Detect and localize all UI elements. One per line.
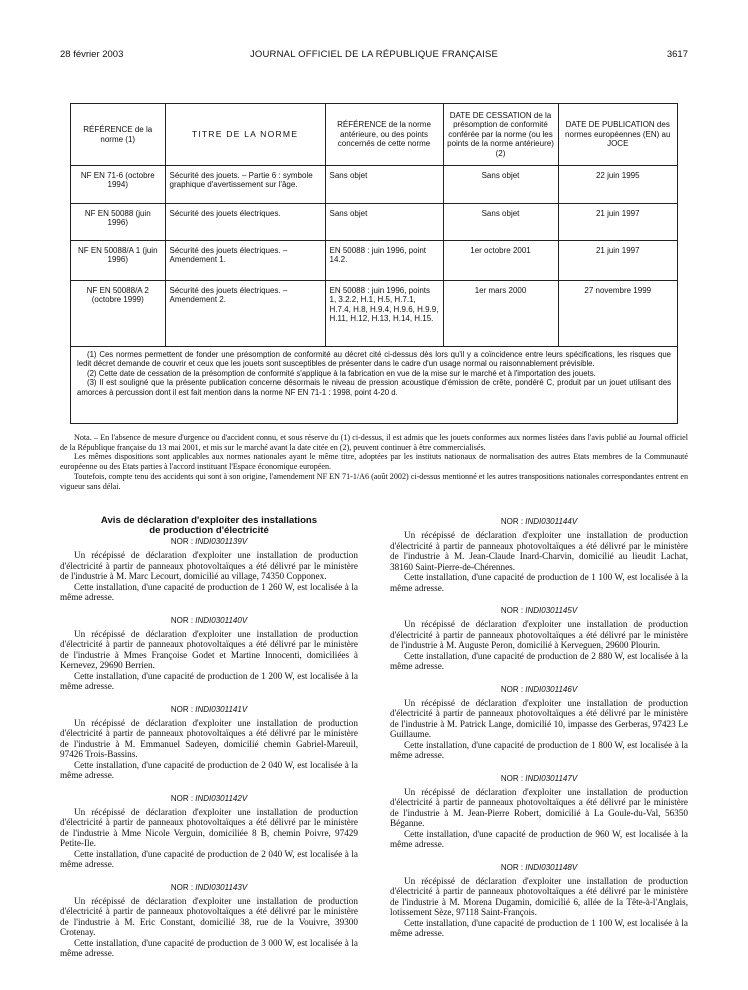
- notice-text: Cette installation, d'une capacité de production de 2 880 W, est localisée à la même adresse.: [390, 650, 688, 671]
- page-number: 3617: [666, 49, 688, 60]
- left-column: [60, 516, 358, 971]
- notice: [390, 516, 688, 593]
- column-header: DATE DE CESSATION de la présomption de conformité conférée par la norme (ou les points de la norme antérieure) (2): [443, 104, 558, 166]
- notice-text: Cette installation, d'une capacité de production de 960 W, est localisée à la même adresse.: [390, 828, 688, 849]
- nor-reference: NOR : INDI0301147V: [500, 773, 578, 783]
- nor-reference: NOR : INDI0301145V: [500, 606, 578, 615]
- table-cell: Sécurité des jouets électriques. – Amendement 2.: [165, 281, 325, 347]
- notice: [60, 882, 358, 959]
- column-header: RÉFÉRENCE de la norme (1): [71, 104, 165, 166]
- notice: [390, 605, 688, 672]
- table-cell: Sans objet: [443, 166, 558, 204]
- table-footnotes: [77, 350, 671, 397]
- norms-table-box: [70, 103, 678, 424]
- table-row: [71, 204, 677, 241]
- nor-reference: NOR : INDI0301146V: [500, 684, 578, 694]
- notice-text: Un récépissé de déclaration d'exploiter une installation de production d'électricité à partir de panneaux photovoltaïques a été délivré par le ministère de l'industrie à Mme Nicole Verguin, domiciliée 8 B, chemin Poivre, 97429 Petite-Ile.: [60, 806, 358, 849]
- column-header: TITRE DE LA NORME: [165, 104, 325, 166]
- nor-reference: NOR : INDI0301143V: [170, 882, 248, 892]
- notice: [390, 684, 688, 761]
- table-header-row: [71, 104, 677, 166]
- footnote: (2) Cette date de cessation de la présomption de conformité s'applique à la fabrication en vue de la mise sur le marché et à l'importation des jouets.: [87, 368, 596, 378]
- nota-paragraph: Toutefois, compte tenu des accidents qui sont à son origine, l'amendement NF EN 71-1/A6 (août 2002) ci-dessus mentionné et les autres transpositions nationales correspondantes entrent en vigueur sans délai.: [60, 471, 688, 491]
- notice: [60, 793, 358, 870]
- notice-text: Cette installation, d'une capacité de production de 1 260 W, est localisée à la même adresse.: [60, 581, 358, 603]
- table-cell: 22 juin 1995: [558, 166, 677, 204]
- table-cell: Sans objet: [325, 166, 443, 204]
- nor-reference: NOR : INDI0301139V: [170, 537, 248, 547]
- right-column: [390, 516, 688, 951]
- notice-text: Un récépissé de déclaration d'exploiter une installation de production d'électricité à partir de panneaux photovoltaïques a été délivré par le ministère de l'industrie à M. Marc Lecourt, domicilié au village, 74350 Copponex.: [60, 550, 358, 582]
- table-cell: Sécurité des jouets électriques. – Amendement 1.: [165, 241, 325, 281]
- table-row: [71, 281, 677, 347]
- table-cell: NF EN 50088/A 1 (juin 1996): [71, 241, 165, 281]
- notice-text: Cette installation, d'une capacité de production de 1 100 W, est localisée à la même adresse.: [390, 917, 688, 938]
- table-cell: EN 50088 : juin 1996, points 1, 3.2.2, H.1, H.5, H.7.1, H.7.4, H.8, H.9.4, H.9.6, H.9.9, H.11, H.12, H.13, H.14, H.15.: [325, 281, 443, 347]
- footnote: (3) Il est souligné que la présente publication concerne désormais le niveau de pression acoustique d'émission de crête, pondéré C, produit par un jouet utilisant des amorces à percussion dont il est fait mention dans la norme NF EN 71-1 : 1998, point 4-20 d.: [77, 378, 671, 397]
- notice-text: Un récépissé de déclaration d'exploiter une installation de production d'électricité à partir de panneaux photovoltaïques a été délivré par le ministère de l'industrie à M. Emmanuel Sadeyen, domicilié chemin Gabriel-Mareuil, 97426 Trois-Bassins.: [60, 717, 358, 760]
- notice-text: Un récépissé de déclaration d'exploiter une installation de production d'électricité à partir de panneaux photovoltaïques a été délivré par le ministère de l'industrie à M. Patrick Lange, domicilié 10, impasse des Gerberas, 97423 Le Guillaume.: [390, 697, 688, 739]
- nor-reference: NOR : INDI0301148V: [500, 862, 578, 872]
- section-title: Avis de déclaration d'exploiter des installations de production d'électricité: [100, 515, 318, 537]
- notice-text: Un récépissé de déclaration d'exploiter une installation de production d'électricité à partir de panneaux photovoltaïques a été délivré par le ministère de l'industrie à M. Morena Dugamin, domicilié 6, allée de la Tête-à-l'Anglais, lotissement Sèze, 97118 Saint-François.: [390, 875, 688, 917]
- table-cell: 21 juin 1997: [558, 241, 677, 281]
- table-cell: Sans objet: [443, 204, 558, 241]
- page-header: [60, 49, 688, 63]
- table-cell: Sans objet: [325, 204, 443, 241]
- norms-table: [71, 104, 677, 347]
- notice-text: Cette installation, d'une capacité de production de 1 200 W, est localisée à la même adresse.: [60, 670, 358, 692]
- notice-text: Un récépissé de déclaration d'exploiter une installation de production d'électricité à partir de panneaux photovoltaïques a été délivré par le ministère de l'industrie à Mmes Françoise Godet et Martine Innocenti, domiciliées à Kernevez, 29690 Berrien.: [60, 628, 358, 671]
- notice-text: Cette installation, d'une capacité de production de 2 040 W, est localisée à la même adresse.: [60, 848, 358, 870]
- notice-text: Cette installation, d'une capacité de production de 1 800 W, est localisée à la même adresse.: [390, 739, 688, 760]
- table-cell: 27 novembre 1999: [558, 281, 677, 347]
- table-row: [71, 241, 677, 281]
- table-cell: EN 50088 : juin 1996, point 14.2.: [325, 241, 443, 281]
- notice: [390, 862, 688, 939]
- issue-date: 28 février 2003: [60, 49, 124, 60]
- table-cell: Sécurité des jouets. – Partie 6 : symbole graphique d'avertissement sur l'âge.: [165, 166, 325, 204]
- nota-paragraph: Les mêmes dispositions sont applicables aux normes nationales ayant le même titre, adoptées par les instituts nationaux de normalisation des autres Etats membres de la Communauté européenne ou des Etats parties à l'accord instituant l'Espace économique européen.: [60, 452, 688, 472]
- footnote: (1) Ces normes permettent de fonder une présomption de conformité au décret cité ci-dessus dès lors qu'il y a coïncidence entre leurs spécifications, les risques que ledit décret demande de couvrir et ceux que les jouets sont susceptibles de présenter dans le cadre d'un usage normal ou raisonnablement prévisible.: [77, 350, 671, 369]
- notice-text: Cette installation, d'une capacité de production de 2 040 W, est localisée à la même adresse.: [60, 759, 358, 781]
- column-header: RÉFÉRENCE de la norme antérieure, ou des points concernés de cette norme: [325, 104, 443, 166]
- notice-text: Cette installation, d'une capacité de production de 1 100 W, est localisée à la même adresse.: [390, 572, 688, 593]
- nor-reference: NOR : INDI0301141V: [170, 704, 248, 714]
- table-cell: NF EN 50088/A 2 (octobre 1999): [71, 281, 165, 347]
- notice: [390, 773, 688, 850]
- table-cell: NF EN 50088 (juin 1996): [71, 204, 165, 241]
- column-header: DATE DE PUBLICATION des normes européennes (EN) au JOCE: [558, 104, 677, 166]
- nota-section: [60, 433, 688, 491]
- table-row: [71, 166, 677, 204]
- notice: [60, 615, 358, 692]
- notice-text: Un récépissé de déclaration d'exploiter une installation de production d'électricité à partir de panneaux photovoltaïques a été délivré par le ministère de l'industrie à M. Auguste Peron, domicilié à Kerveguen, 29600 Plourin.: [390, 619, 688, 650]
- nor-reference: NOR : INDI0301140V: [170, 615, 248, 625]
- notice-text: Un récépissé de déclaration d'exploiter une installation de production d'électricité à partir de panneaux photovoltaïques a été délivré par le ministère de l'industrie à M. Jean-Claude Inard-Charvin, domicilié au lieudit Lachat, 38160 Saint-Pierre-de-Chérennes.: [390, 530, 688, 572]
- table-cell: 21 juin 1997: [558, 204, 677, 241]
- table-cell: 1er mars 2000: [443, 281, 558, 347]
- notice-text: Un récépissé de déclaration d'exploiter une installation de production d'électricité à partir de panneaux photovoltaïques a été délivré par le ministère de l'industrie à M. Eric Constant, domicilié 38, rue de la Vouivre, 39300 Crotenay.: [60, 895, 358, 938]
- nor-reference: NOR : INDI0301142V: [170, 793, 248, 803]
- notice-text: Cette installation, d'une capacité de production de 3 000 W, est localisée à la même adresse.: [60, 937, 358, 959]
- notice: [60, 536, 358, 603]
- table-cell: NF EN 71-6 (octobre 1994): [71, 166, 165, 204]
- journal-title: JOURNAL OFFICIEL DE LA RÉPUBLIQUE FRANÇAISE: [249, 49, 499, 60]
- notice: [60, 704, 358, 781]
- table-cell: 1er octobre 2001: [443, 241, 558, 281]
- nor-reference: NOR : INDI0301144V: [500, 517, 578, 526]
- table-cell: Sécurité des jouets électriques.: [165, 204, 325, 241]
- nota-paragraph: Nota. – En l'absence de mesure d'urgence ou d'accident connu, et sous réserve du (1) ci-dessus, il est admis que les jouets conformes aux normes listées dans l'avis publié au Journal officiel de la République française du 13 mai 2001, et mis sur le marché avant la date citée en (2), peuvent continuer à être commercialisés.: [60, 433, 688, 452]
- notice-text: Un récépissé de déclaration d'exploiter une installation de production d'électricité à partir de panneaux photovoltaïques a été délivré par le ministère de l'industrie à M. Jean-Pierre Robert, domicilié à La Goule-du-Val, 56350 Béganne.: [390, 786, 688, 828]
